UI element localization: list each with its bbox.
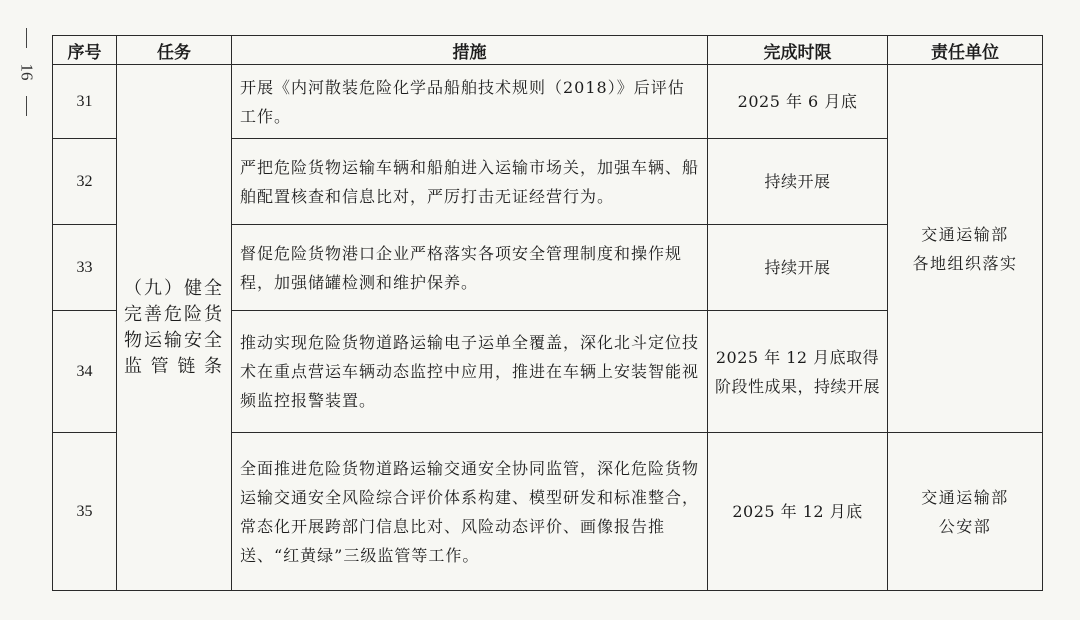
unit-line: 各地组织落实 xyxy=(912,253,1018,273)
header-unit: 责任单位 xyxy=(888,36,1043,65)
row-seq: 31 xyxy=(53,65,117,139)
row-measure: 严把危险货物运输车辆和船舶进入运输市场关，加强车辆、船舶配置核查和信息比对，严厉打击无证经营行为。 xyxy=(232,139,708,225)
task-group-label: （九）健全完善危险货物运输安全监管链条 xyxy=(124,277,224,377)
unit-line: 交通运输部 xyxy=(921,224,1009,244)
responsible-unit-cell xyxy=(888,65,1043,433)
header-seq: 序号 xyxy=(53,36,117,65)
header-row xyxy=(53,36,1043,65)
row-seq: 35 xyxy=(53,433,117,591)
row-deadline: 2025 年 12 月底 xyxy=(708,433,888,591)
task-table xyxy=(52,35,1043,591)
row-deadline: 2025 年 6 月底 xyxy=(708,65,888,139)
table-row xyxy=(53,65,1043,139)
responsible-unit-cell xyxy=(888,433,1043,591)
header-measure: 措施 xyxy=(232,36,708,65)
row-measure: 督促危险货物港口企业严格落实各项安全管理制度和操作规程，加强储罐检测和维护保养。 xyxy=(232,225,708,311)
task-group-cell xyxy=(117,65,232,591)
row-measure: 推动实现危险货物道路运输电子运单全覆盖，深化北斗定位技术在重点营运车辆动态监控中应用，推进在车辆上安装智能视频监控报警装置。 xyxy=(232,311,708,433)
row-deadline: 持续开展 xyxy=(708,225,888,311)
row-measure: 全面推进危险货物道路运输交通安全协同监管，深化危险货物运输交通安全风险综合评价体系构建、模型研发和标准整合，常态化开展跨部门信息比对、风险动态评价、画像报告推送、“红黄绿”三级监管等工作。 xyxy=(232,433,708,591)
unit-line: 交通运输部 xyxy=(921,487,1009,507)
page-number xyxy=(14,28,38,116)
row-seq: 34 xyxy=(53,311,117,433)
row-deadline: 持续开展 xyxy=(708,139,888,225)
row-seq: 32 xyxy=(53,139,117,225)
header-deadline: 完成时限 xyxy=(708,36,888,65)
row-measure: 开展《内河散装危险化学品船舶技术规则（2018）》后评估工作。 xyxy=(232,65,708,139)
page-number-dash-bottom xyxy=(26,96,27,116)
page-number-dash-top xyxy=(26,28,27,48)
row-deadline: 2025 年 12 月底取得阶段性成果，持续开展 xyxy=(708,311,888,433)
row-seq: 33 xyxy=(53,225,117,311)
unit-line: 公安部 xyxy=(938,516,992,536)
page-number-value: 16 xyxy=(17,63,36,81)
header-task: 任务 xyxy=(117,36,232,65)
